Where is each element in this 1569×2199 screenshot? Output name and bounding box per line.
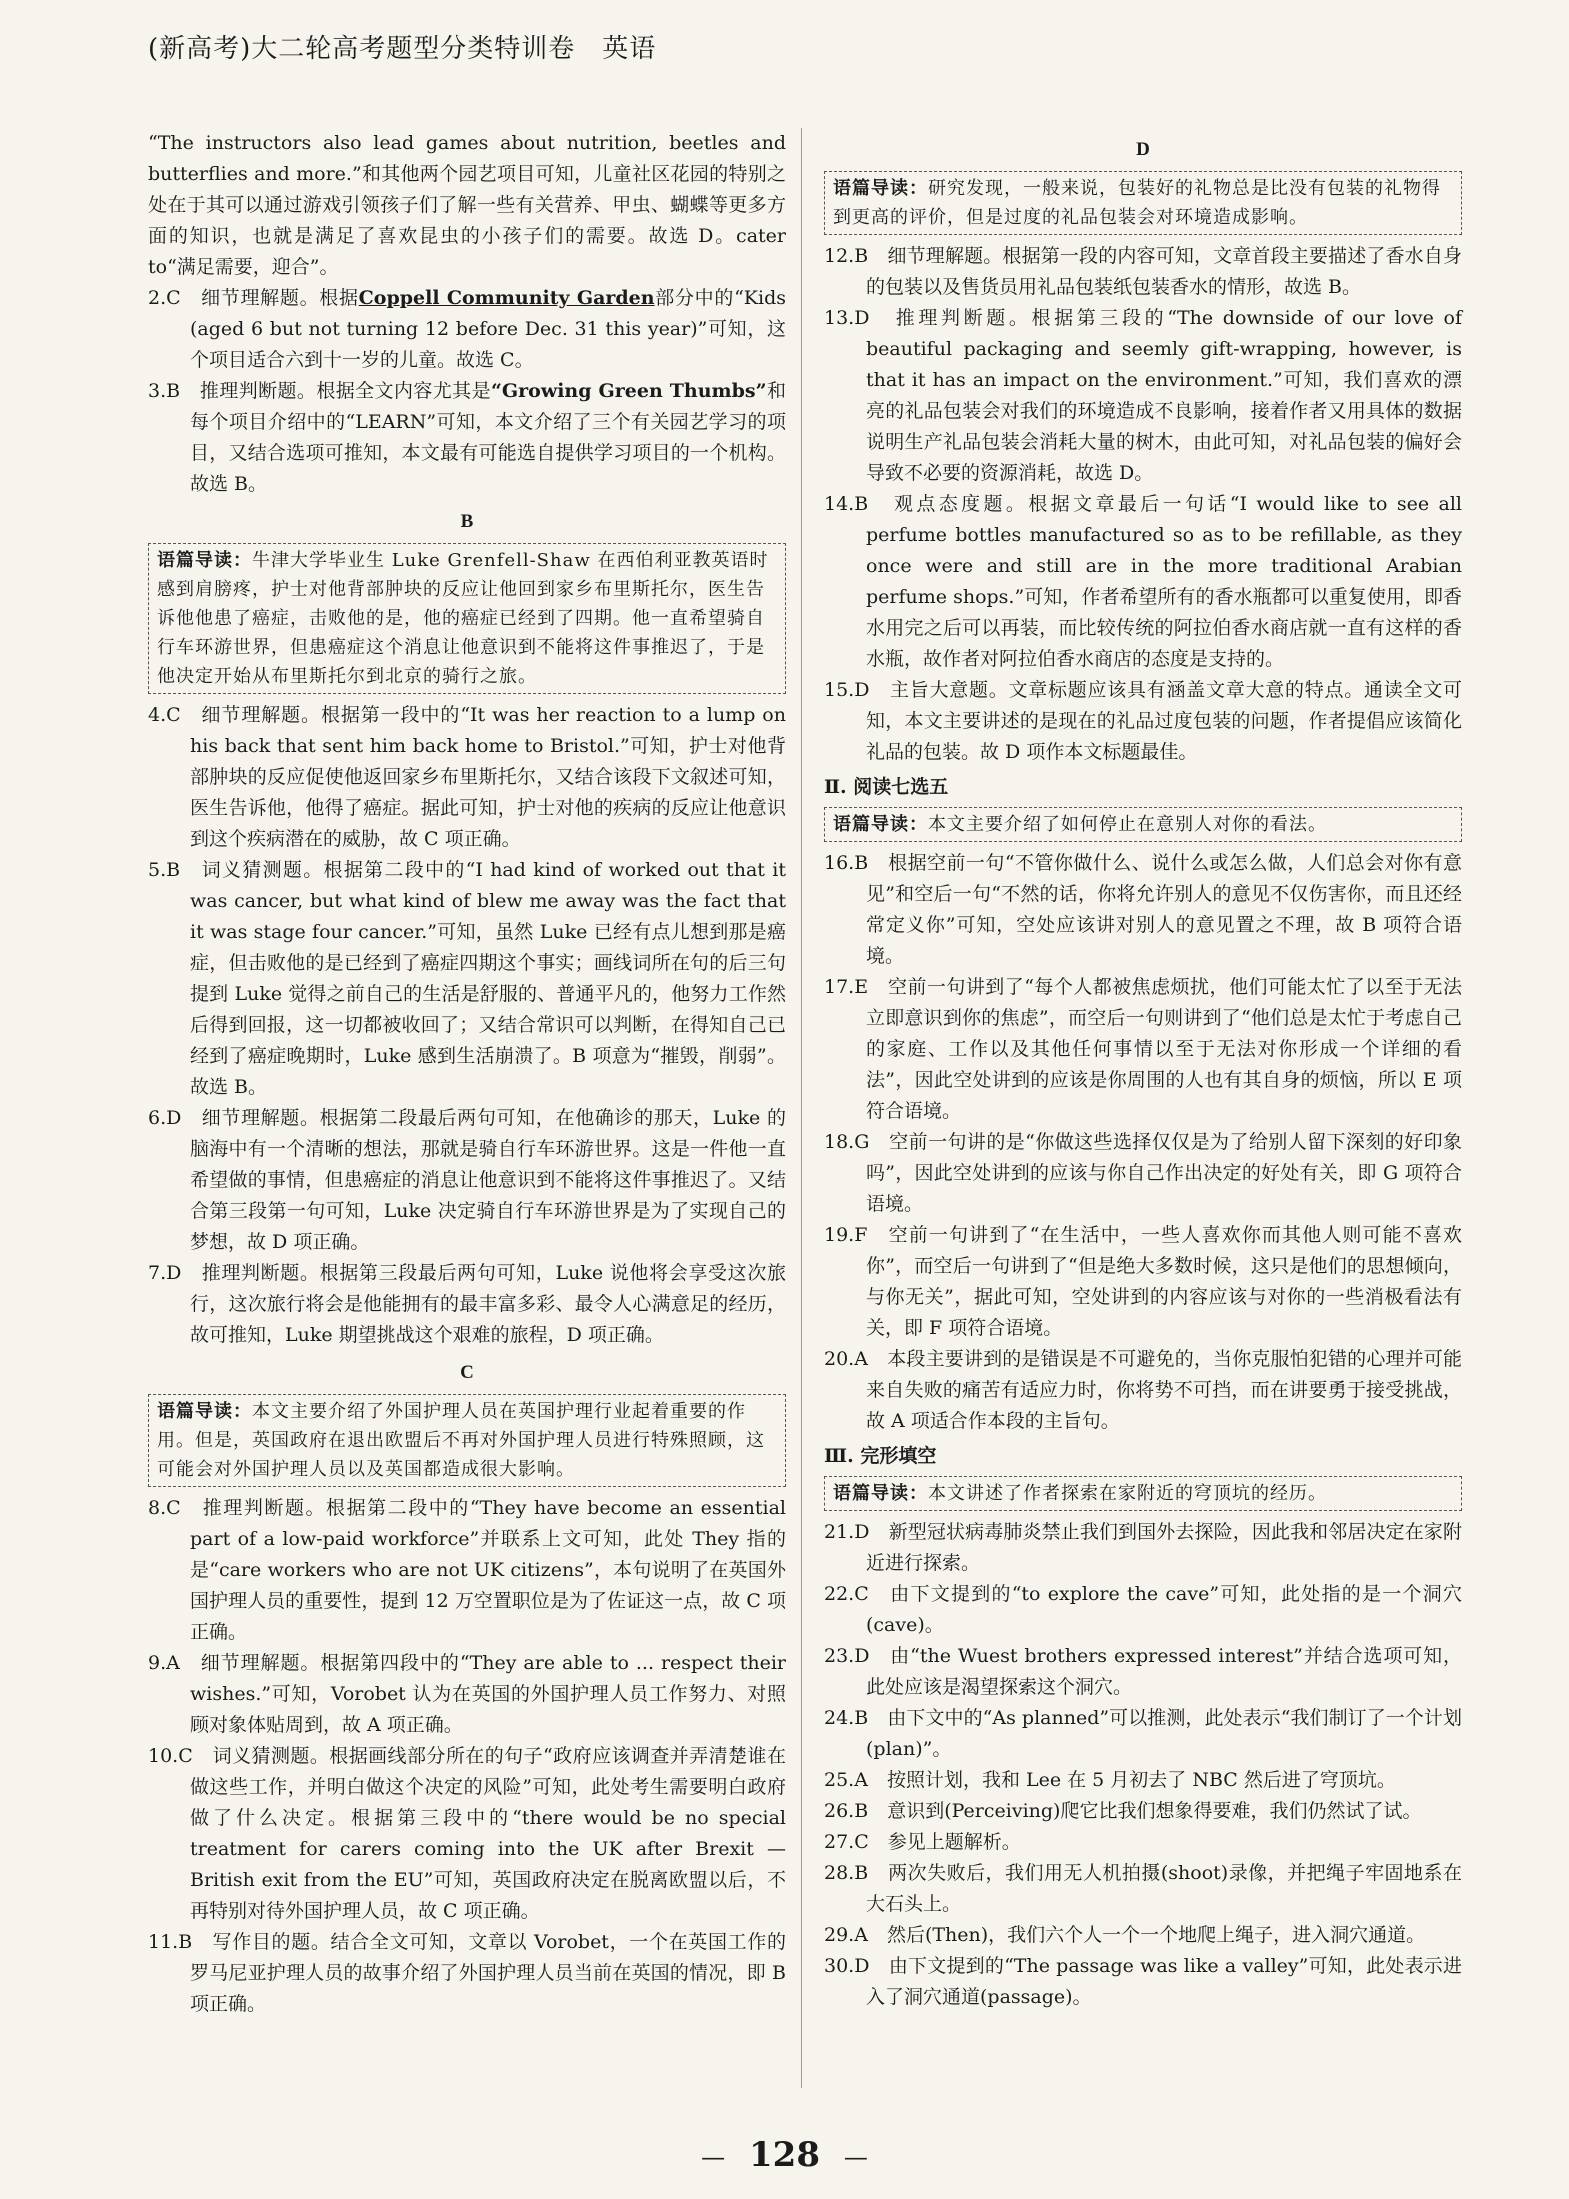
answer-4: 4.C 细节理解题。根据第一段中的“It was her reaction to a lump on his back that sent him back home to Bristol.”可知，护士对他背部肿块的反应促使他返回家乡布里斯托尔，又结合该段下文叙述可知，医生告诉他，他得了癌症。据此可知，护士对他的疾病的反应让他意识到这个疾病潜在的威胁，故 C 项正确。 bbox=[148, 704, 786, 850]
answer-6: 6.D 细节理解题。根据第二段最后两句可知，在他确诊的那天，Luke 的脑海中有一个清晰的想法，那就是骑自行车环游世界。这是一件他一直希望做的事情，但患癌症的消息让他意识到不能将这件事推迟了。又结合第三段第一句可知，Luke 决定骑自行车环游世界是为了实现自己的梦想，故 D 项正确。 bbox=[148, 1107, 786, 1253]
section-c-heading: C bbox=[460, 1362, 474, 1383]
answer-12: 12.B 细节理解题。根据第一段的内容可知，文章首段主要描述了香水自身的包装以及售货员用礼品包装纸包装香水的情形，故选 B。 bbox=[824, 245, 1462, 298]
answer-24: 24.B 由下文中的“As planned”可以推测，此处表示“我们制订了一个计划(plan)”。 bbox=[824, 1707, 1462, 1760]
answer-3: 3.B 推理判断题。根据全文内容尤其是“Growing Green Thumbs”和每个项目介绍中的“LEARN”可知，本文介绍了三个有关园艺学习的项目，又结合选项可推知，本文最有可能选自提供学习项目的一个机构。故选 B。 bbox=[148, 380, 786, 495]
section-b-heading: B bbox=[460, 511, 474, 532]
left-column bbox=[148, 128, 786, 2020]
answer-15: 15.D 主旨大意题。文章标题应该具有涵盖文章大意的特点。通读全文可知，本文主要讲述的是现在的礼品过度包装的问题，作者提倡应该简化礼品的包装。故 D 项作本文标题最佳。 bbox=[824, 679, 1462, 763]
section-d-heading: D bbox=[1136, 139, 1150, 160]
guide-box-d: 语篇导读：研究发现，一般来说，包装好的礼物总是比没有包装的礼物得到更高的评价，但是过度的礼品包装会对环境造成影响。 bbox=[824, 171, 1462, 235]
page-footer bbox=[0, 2135, 1569, 2175]
guide-box-c: 语篇导读：本文主要介绍了外国护理人员在英国护理行业起着重要的作用。但是，英国政府在退出欧盟后不再对外国护理人员进行特殊照顾，这可能会对外国护理人员以及英国都造成很大影响。 bbox=[148, 1394, 786, 1487]
answer-7: 7.D 推理判断题。根据第三段最后两句可知，Luke 说他将会享受这次旅行，这次旅行将会是他能拥有的最丰富多彩、最令人心满意足的经历，故可推知，Luke 期望挑战这个艰难的旅程，D 项正确。 bbox=[148, 1262, 786, 1346]
page-number: 128 bbox=[749, 2135, 820, 2175]
column-divider bbox=[801, 128, 802, 2088]
answer-19: 19.F 空前一句讲到了“在生活中，一些人喜欢你而其他人则可能不喜欢你”，而空后一句讲到了“但是绝大多数时候，这只是他们的思想倾向，与你无关”，据此可知，空处讲到的内容应该与对你的一些消极看法有关，即 F 项符合语境。 bbox=[824, 1224, 1462, 1339]
part-3-heading: Ⅲ. 完形填空 bbox=[824, 1445, 937, 1467]
guide-box-part3: 语篇导读：本文讲述了作者探索在家附近的穹顶坑的经历。 bbox=[824, 1476, 1462, 1511]
page-header: (新高考)大二轮高考题型分类特训卷 英语 bbox=[148, 34, 657, 64]
answer-26: 26.B 意识到(Perceiving)爬它比我们想象得要难，我们仍然试了试。 bbox=[824, 1800, 1422, 1822]
guide-box-part2: 语篇导读：本文主要介绍了如何停止在意别人对你的看法。 bbox=[824, 807, 1462, 842]
answer-13: 13.D 推理判断题。根据第三段的“The downside of our love of beautiful packaging and seemly gift-wrapping, however, is that it has an impact on the environment.”可知，我们喜欢的漂亮的礼品包装会对我们的环境造成不良影响，接着作者又用具体的数据说明生产礼品包装会消耗大量的树木，由此可知，对礼品包装的偏好会导致不必要的资源消耗，故选 D。 bbox=[824, 307, 1462, 484]
answer-28: 28.B 两次失败后，我们用无人机拍摄(shoot)录像，并把绳子牢固地系在大石头上。 bbox=[824, 1862, 1462, 1915]
answer-11: 11.B 写作目的题。结合全文可知，文章以 Vorobet，一个在英国工作的罗马尼亚护理人员的故事介绍了外国护理人员当前在英国的情况，即 B 项正确。 bbox=[148, 1931, 786, 2015]
intro-paragraph: “The instructors also lead games about nutrition, beetles and butterflies and more.”和其他两个园艺项目可知，儿童社区花园的特别之处在于其可以通过游戏引领孩子们了解一些有关营养、甲虫、蝴蝶等更多方面的知识，也就是满足了喜欢昆虫的小孩子们的需要。故选 D。cater to“满足需要，迎合”。 bbox=[148, 132, 786, 278]
answer-17: 17.E 空前一句讲到了“每个人都被焦虑烦扰，他们可能太忙了以至于无法立即意识到你的焦虑”，而空后一句则讲到了“他们总是太忙于考虑自己的家庭、工作以及其他任何事情以至于无法对你形成一个详细的看法”，因此空处讲到的应该是你周围的人也有其自身的烦恼，所以 E 项符合语境。 bbox=[824, 976, 1462, 1122]
answer-10: 10.C 词义猜测题。根据画线部分所在的句子“政府应该调查并弄清楚谁在做这些工作，并明白做这个决定的风险”可知，此处考生需要明白政府做了什么决定。根据第三段中的“there would be no special treatment for carers coming into the UK after Brexit — British exit from the EU”可知，英国政府决定在脱离欧盟以后，不再特别对待外国护理人员，故 C 项正确。 bbox=[148, 1745, 786, 1922]
answer-25: 25.A 按照计划，我和 Lee 在 5 月初去了 NBC 然后进了穹顶坑。 bbox=[824, 1769, 1396, 1791]
answer-29: 29.A 然后(Then)，我们六个人一个一个地爬上绳子，进入洞穴通道。 bbox=[824, 1924, 1426, 1946]
part-2-heading: Ⅱ. 阅读七选五 bbox=[824, 776, 949, 798]
answer-30: 30.D 由下文提到的“The passage was like a valley”可知，此处表示进入了洞穴通道(passage)。 bbox=[824, 1955, 1462, 2008]
answer-22: 22.C 由下文提到的“to explore the cave”可知，此处指的是一个洞穴(cave)。 bbox=[824, 1583, 1462, 1636]
answer-18: 18.G 空前一句讲的是“你做这些选择仅仅是为了给别人留下深刻的好印象吗”，因此空处讲到的应该与你自己作出决定的好处有关，即 G 项符合语境。 bbox=[824, 1131, 1462, 1215]
answer-14: 14.B 观点态度题。根据文章最后一句话“I would like to see all perfume bottles manufactured so as to be refillable, as they once were and still are in the more traditional Arabian perfume shops.”可知，作者希望所有的香水瓶都可以重复使用，即香水用完之后可以再装，而比较传统的阿拉伯香水商店就一直有这样的香水瓶，故作者对阿拉伯香水商店的态度是支持的。 bbox=[824, 493, 1462, 670]
guide-box-b: 语篇导读：牛津大学毕业生 Luke Grenfell-Shaw 在西伯利亚教英语时感到肩膀疼，护士对他背部肿块的反应让他回到家乡布里斯托尔，医生告诉他他患了癌症，击败他的是，他的癌症已经到了四期。他一直希望骑自行车环游世界，但患癌症这个消息让他意识到不能将这件事推迟了，于是他决定开始从布里斯托尔到北京的骑行之旅。 bbox=[148, 543, 786, 694]
footer-dash-left: — bbox=[701, 2143, 726, 2171]
answer-23: 23.D 由“the Wuest brothers expressed interest”并结合选项可知，此处应该是渴望探索这个洞穴。 bbox=[824, 1645, 1462, 1698]
right-column bbox=[824, 128, 1462, 2013]
answer-2: 2.C 细节理解题。根据Coppell Community Garden部分中的“Kids (aged 6 but not turning 12 before Dec. 31 this year)”可知，这个项目适合六到十一岁的儿童。故选 C。 bbox=[148, 287, 786, 371]
answer-8: 8.C 推理判断题。根据第二段中的“They have become an essential part of a low-paid workforce”并联系上文可知，此处 They 指的是“care workers who are not UK citizens”，本句说明了在英国外国护理人员的重要性，提到 12 万空置职位是为了佐证这一点，故 C 项正确。 bbox=[148, 1497, 786, 1643]
answer-21: 21.D 新型冠状病毒肺炎禁止我们到国外去探险，因此我和邻居决定在家附近进行探索。 bbox=[824, 1521, 1462, 1574]
answer-20: 20.A 本段主要讲到的是错误是不可避免的，当你克服怕犯错的心理并可能来自失败的痛苦有适应力时，你将势不可挡，而在讲要勇于接受挑战，故 A 项适合作本段的主旨句。 bbox=[824, 1348, 1462, 1432]
footer-dash-right: — bbox=[843, 2143, 868, 2171]
answer-16: 16.B 根据空前一句“不管你做什么、说什么或怎么做，人们总会对你有意见”和空后一句“不然的话，你将允许别人的意见不仅伤害你，而且还经常定义你”可知，空处应该讲对别人的意见置之不理，故 B 项符合语境。 bbox=[824, 852, 1462, 967]
answer-9: 9.A 细节理解题。根据第四段中的“They are able to ... respect their wishes.”可知，Vorobet 认为在英国的外国护理人员工作努力、对照顾对象体贴周到，故 A 项正确。 bbox=[148, 1652, 786, 1736]
answer-5: 5.B 词义猜测题。根据第二段中的“I had kind of worked out that it was cancer, but what kind of blew me away was the fact that it was stage four cancer.”可知，虽然 Luke 已经有点儿想到那是癌症，但击败他的是已经到了癌症四期这个事实；画线词所在句的后三句提到 Luke 觉得之前自己的生活是舒服的、普通平凡的，他努力工作然后得到回报，这一切都被收回了；又结合常识可以判断，在得知自己已经到了癌症晚期时，Luke 感到生活崩溃了。B 项意为“摧毁，削弱”。故选 B。 bbox=[148, 859, 786, 1098]
answer-27: 27.C 参见上题解析。 bbox=[824, 1831, 1021, 1853]
